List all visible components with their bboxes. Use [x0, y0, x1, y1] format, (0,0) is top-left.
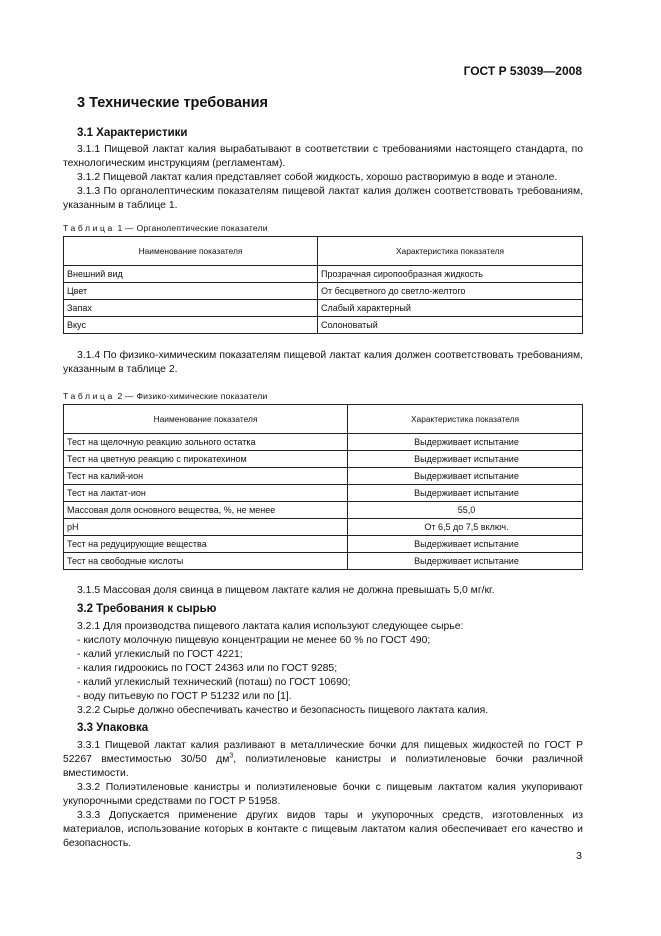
table-row [64, 536, 583, 553]
table1-caption [63, 223, 268, 233]
table-row [64, 266, 583, 283]
table-header-cell: Характеристика показателя [348, 405, 583, 434]
table-cell: Слабый характерный [318, 300, 583, 317]
table-cell: Массовая доля основного вещества, %, не менее [64, 502, 348, 519]
table-cell: 55,0 [348, 502, 583, 519]
table-cell: Внешний вид [64, 266, 318, 283]
raw-materials-list [63, 634, 583, 704]
paragraph-3-1-2: 3.1.2 Пищевой лактат калия представляет собой жидкость, хорошо растворимую в воде и этаноле. [77, 172, 558, 183]
table-row [64, 300, 583, 317]
paragraph-3-3-1-text-a: 3.3.1 Пищевой лактат калия разливают в металлические бочки для пищевых жидкостей по ГОСТ Р 52267 вместимостью 30/50 дм [63, 740, 583, 765]
table-cell: Тест на редуцирующие вещества [64, 536, 348, 553]
table-cell: Прозрачная сиропообразная жидкость [318, 266, 583, 283]
paragraph-3-2-1: 3.2.1 Для производства пищевого лактата калия используют следующее сырье: [77, 621, 464, 632]
table-physicochemical [63, 404, 583, 570]
table-row [64, 553, 583, 570]
paragraph-3-1-5: 3.1.5 Массовая доля свинца в пищевом лактате калия не должна превышать 5,0 мг/кг. [77, 585, 495, 596]
subsection-title-raw-materials: 3.2 Требования к сырью [77, 603, 217, 615]
list-item: - кислоту молочную пищевую концентрации не менее 60 % по ГОСТ 490; [77, 635, 431, 646]
paragraph-3-1-4: 3.1.4 По физико-химическим показателям пищевой лактат калия должен соответствовать требованиям, указанным в таблице 2. [63, 350, 583, 375]
table-cell: Тест на свободные кислоты [64, 553, 348, 570]
paragraph-3-2-2: 3.2.2 Сырье должно обеспечивать качество и безопасность пищевого лактата калия. [77, 705, 489, 716]
table-header-row [64, 237, 583, 266]
table2-caption-text: 2 — Физико-химические показатели [114, 391, 268, 401]
table-cell: Солоноватый [318, 317, 583, 334]
paragraph-3-3-1 [63, 739, 583, 781]
table-cell: Цвет [64, 283, 318, 300]
table-cell: Выдерживает испытание [348, 434, 583, 451]
subsection-title-characteristics: 3.1 Характеристики [77, 127, 188, 139]
table-header-row [64, 405, 583, 434]
table-header-cell: Наименование показателя [64, 405, 348, 434]
table-cell: От 6,5 до 7,5 включ. [348, 519, 583, 536]
cubic-superscript: 3 [229, 752, 234, 760]
table-row [64, 451, 583, 468]
table-cell: Тест на цветную реакцию с пирокатехином [64, 451, 348, 468]
paragraph-3-1-3: 3.1.3 По органолептическим показателям пищевой лактат калия должен соответствовать требованиям, указанным в таблице 1. [63, 186, 583, 211]
table-row [64, 485, 583, 502]
table-row [64, 317, 583, 334]
table-row [64, 434, 583, 451]
table-row [64, 283, 583, 300]
table2-caption [63, 391, 267, 401]
table1-caption-prefix: Таблица [63, 223, 115, 233]
table-cell: Выдерживает испытание [348, 536, 583, 553]
table-header-cell: Характеристика показателя [318, 237, 583, 266]
table1-caption-text: 1 — Органолептические показатели [114, 223, 268, 233]
table-cell: Тест на калий-ион [64, 468, 348, 485]
paragraph-3-3-3: 3.3.3 Допускается применение других видов тары и укупорочных средств, изготовленных из материалов, использование которых в контакте с пищевым лактатом калия обеспечивает его качество и безопасность. [63, 810, 583, 849]
paragraph-3-3-1-text-b: , полиэтиленовые канистры и полиэтиленовые бочки различной вместимости. [63, 754, 583, 779]
table-header-cell: Наименование показателя [64, 237, 318, 266]
list-item: - воду питьевую по ГОСТ Р 51232 или по [1]. [77, 691, 292, 702]
section-title: 3 Технические требования [77, 95, 269, 111]
table-row [64, 519, 583, 536]
subsection-title-packaging: 3.3 Упаковка [77, 722, 149, 734]
paragraph-3-1-1: 3.1.1 Пищевой лактат калия вырабатывают в соответствии с требованиями настоящего стандарта, по технологическим инструкциям (регламентам). [63, 144, 583, 169]
table-cell: От бесцветного до светло-желтого [318, 283, 583, 300]
table-cell: Вкус [64, 317, 318, 334]
list-item: - калий углекислый технический (поташ) по ГОСТ 10690; [77, 677, 351, 688]
page-number: 3 [576, 850, 582, 862]
table-organoleptic [63, 236, 583, 334]
list-item: - калий углекислый по ГОСТ 4221; [77, 649, 243, 660]
table-cell: Выдерживает испытание [348, 451, 583, 468]
document-number: ГОСТ Р 53039—2008 [463, 64, 582, 78]
table2-caption-prefix: Таблица [63, 391, 115, 401]
table-row [64, 502, 583, 519]
paragraph-3-3-2: 3.3.2 Полиэтиленовые канистры и полиэтиленовые бочки с пищевым лактатом калия укупоривают укупорочными средствами по ГОСТ Р 51958. [63, 782, 583, 807]
table-cell: Тест на лактат-ион [64, 485, 348, 502]
table-cell: pH [64, 519, 348, 536]
table-row [64, 468, 583, 485]
table-cell: Запах [64, 300, 318, 317]
table-cell: Выдерживает испытание [348, 485, 583, 502]
table-cell: Выдерживает испытание [348, 553, 583, 570]
list-item: - калия гидроокись по ГОСТ 24363 или по ГОСТ 9285; [77, 663, 338, 674]
table-cell: Тест на щелочную реакцию зольного остатка [64, 434, 348, 451]
table-cell: Выдерживает испытание [348, 468, 583, 485]
